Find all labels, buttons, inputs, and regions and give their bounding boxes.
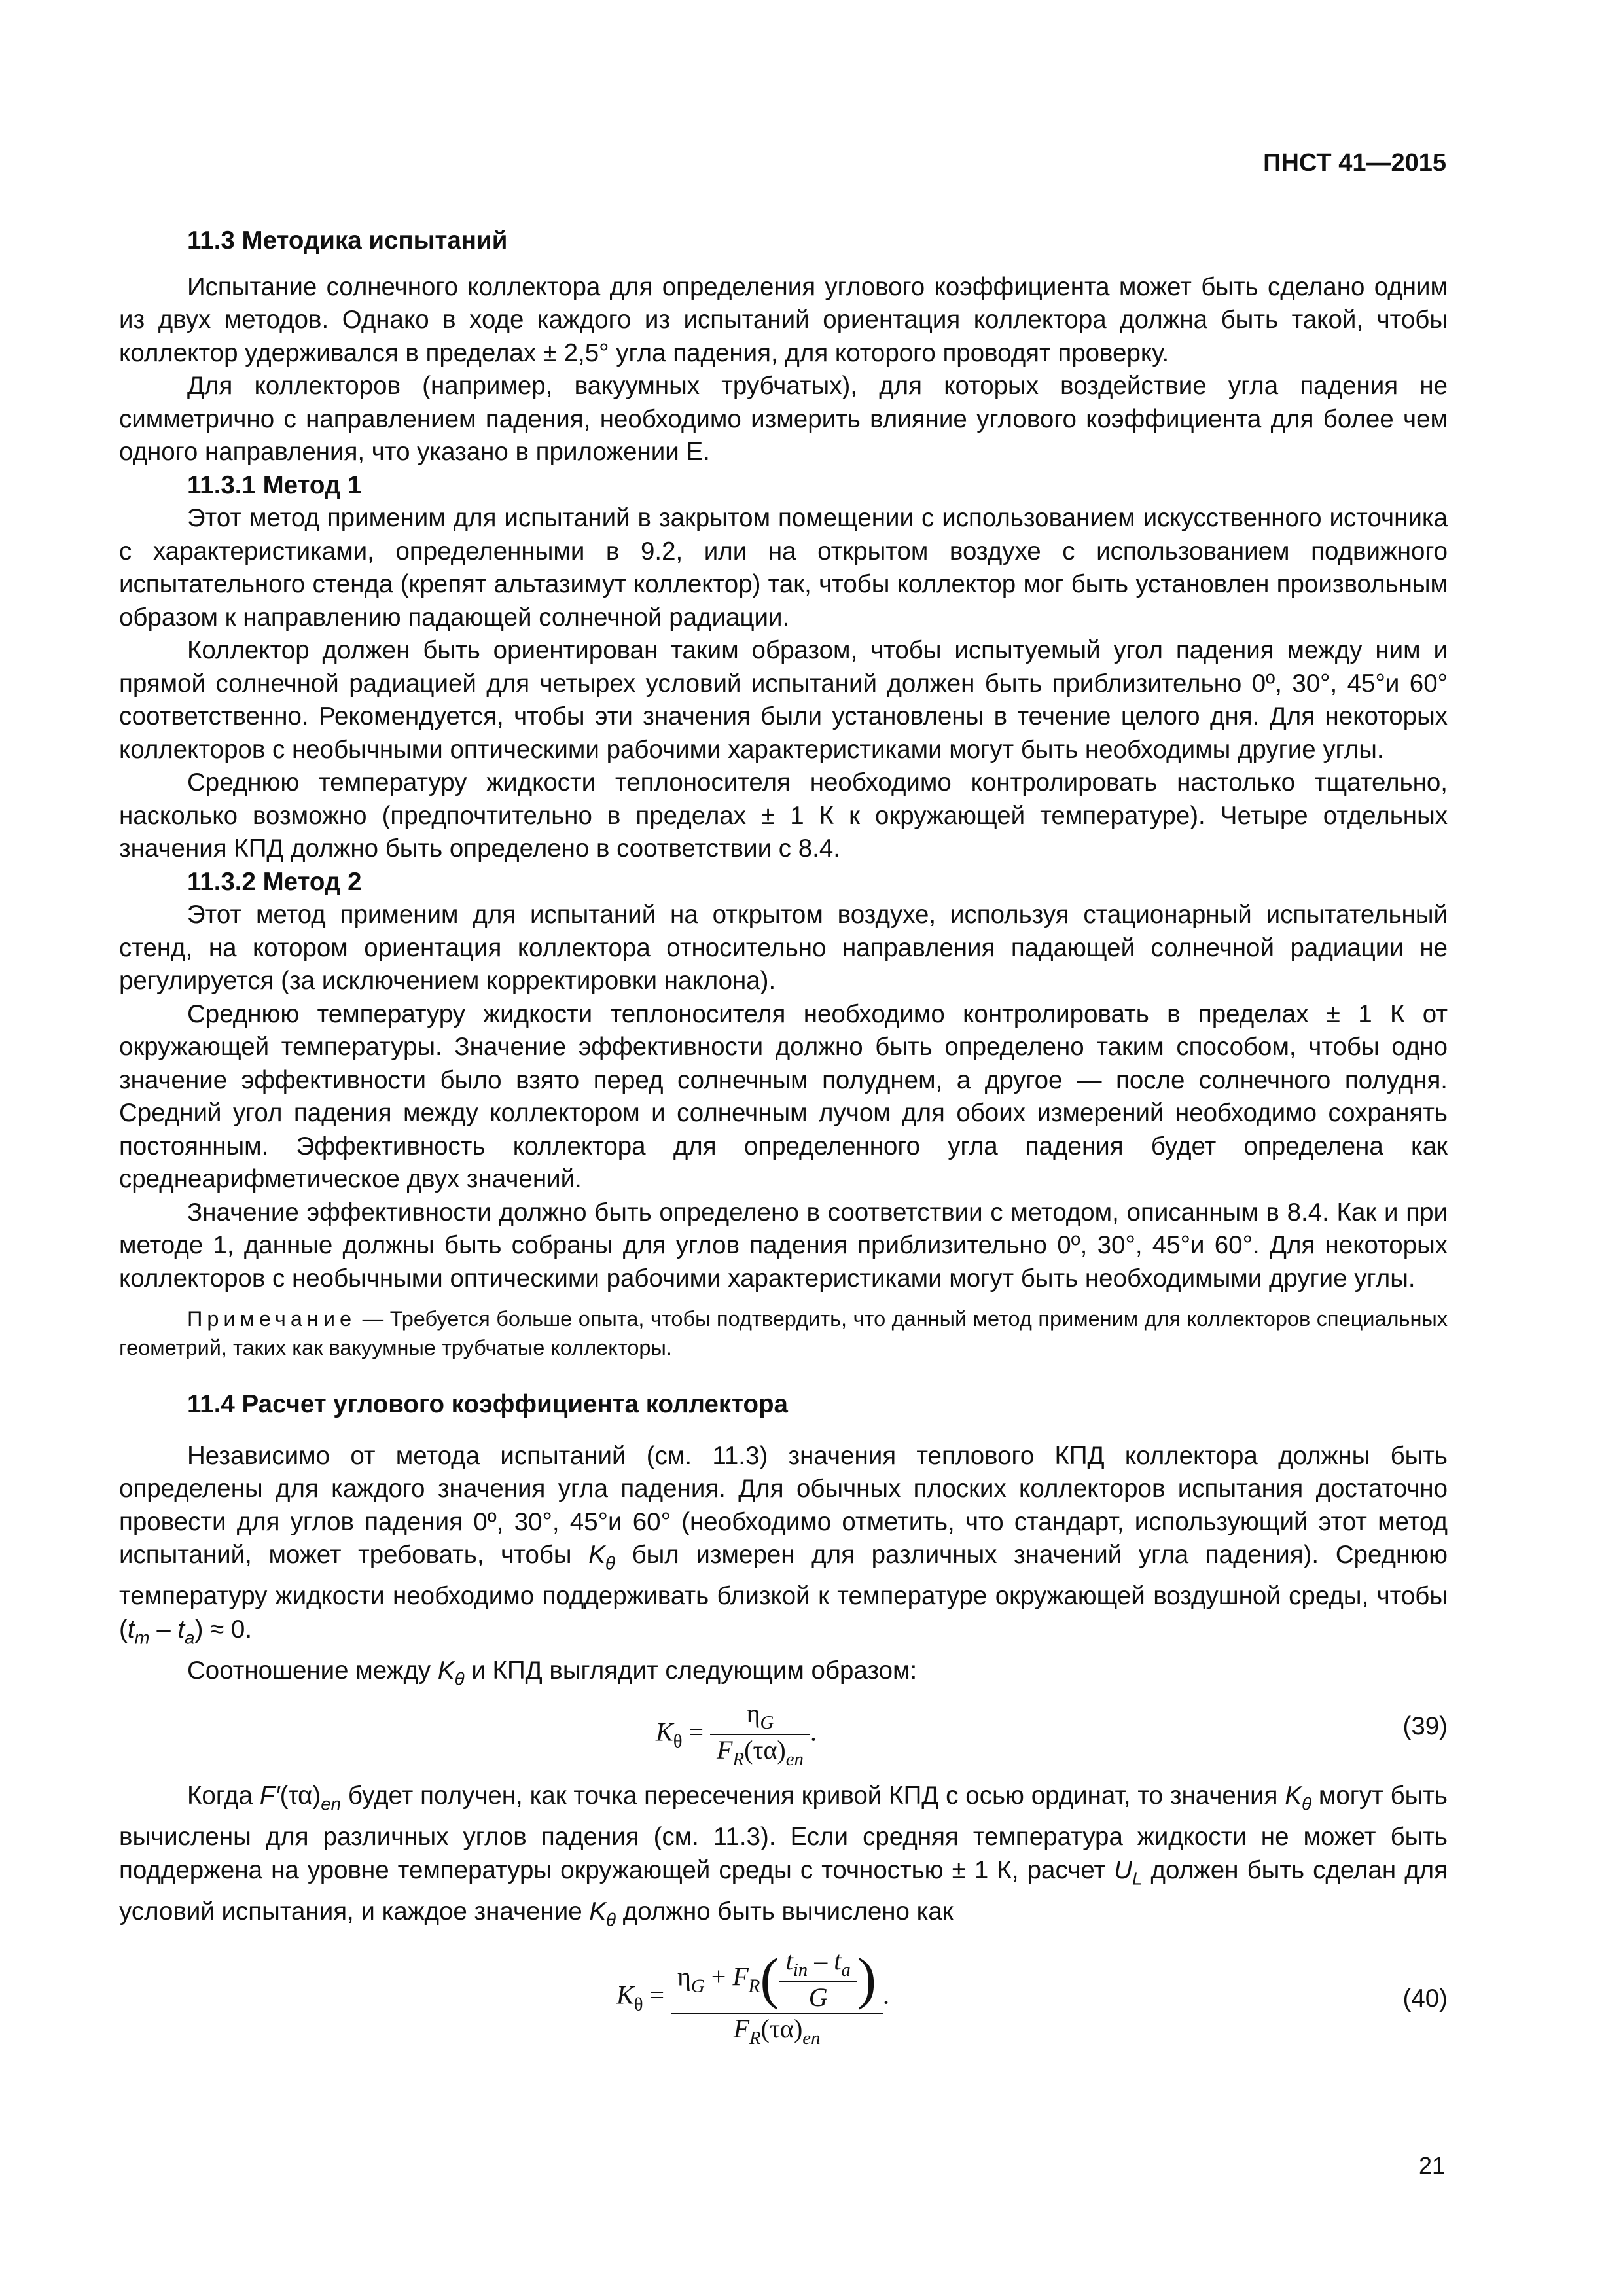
equation-40-number: (40) (1402, 1984, 1448, 2013)
paragraph: Когда $F'(\tau\alpha)_{en}$ будет получен, как точка пересечения кривой КПД с осью ординат, то значения $K_\theta$ могут быть вычислены для различных углов падения (см. 11.3). Если средняя температура жидкости не может быть поддержена на уровне температуры окружающей среды с точностью ± 1 К, расчет $U_L$ должен быть сделан для условий испытания, и каждое значение $K_\theta$ должно быть вычислено как (119, 1782, 1448, 1930)
section-11-4-title: 11.4 Расчет углового коэффициента коллектора (187, 1390, 788, 1418)
paragraph: Этот метод применим для испытаний в закрытом помещении с использованием искусственного источника с характеристиками, определенными в 9.2, или на открытом воздухе с использованием подвижного испытательного стенда (крепят альтазимут коллектор) так, чтобы коллектор мог быть установлен произвольным образом к направлению падающей солнечной радиации. (119, 504, 1448, 632)
equation-40-fraction: $\eta_G + F_R$( $\frac{t_{in} - t_a}{G}$ ) $F_R(\tau\alpha)_{en}$ (671, 1946, 883, 2049)
page-content (119, 224, 1448, 2068)
paragraph: Испытание солнечного коллектора для определения углового коэффициента может быть сделано одним из двух методов. Однако в ходе каждого из испытаний ориентация коллектора должна быть такой, чтобы коллектор удерживался в пределах ± 2,5° угла падения, для которого проводят проверку. (119, 272, 1448, 367)
paragraph: Независимо от метода испытаний (см. 11.3) значения теплового КПД коллектора должны быть определены для каждого значения угла падения. Для обычных плоских коллекторов испытания достаточно провести для углов падения 0º, 30°, 45°и 60° (необходимо отметить, что стандарт, использующий этот метод испытаний, может требовать, чтобы $K_\theta$ был измерен для различных значений угла падения). Среднюю температуру жидкости необходимо поддерживать близкой к температуре окружающей воздушной среды, чтобы $(t_m - t_a) \approx 0$. (119, 1441, 1448, 1648)
section-11-3-2-title: 11.3.2 Метод 2 (187, 867, 362, 896)
paragraph: Среднюю температуру жидкости теплоносителя необходимо контролировать в пределах ± 1 К от окружающей температуры. Значение эффективности должно быть определено таким способом, чтобы одно значение эффективности было взято перед солнечным полуднем, а другое — после солнечного полудня. Средний угол падения между коллектором и солнечным лучом для обоих измерений необходимо сохранять постоянным. Эффективность коллектора для определенного угла падения будет определена как среднеарифметическое двух значений. (119, 999, 1448, 1193)
paragraph: Этот метод применим для испытаний на открытом воздухе, используя стационарный испытательный стенд, на котором ориентация коллектора относительно направления падающей солнечной радиации не регулируется (за исключением корректировки наклона). (119, 901, 1448, 995)
k-theta-symbol: $K_\theta$ (588, 1541, 615, 1573)
t-m-symbol: $t_m$ (127, 1615, 150, 1648)
k-theta-symbol: $K_\theta$ (589, 1897, 616, 1930)
page-number: 21 (1418, 2152, 1445, 2179)
paragraph: Для коллекторов (например, вакуумных трубчатых), для которых воздействие угла падения не симметрично с направлением падения, необходимо измерить влияние углового коэффициента для более чем одного направления, что указано в приложении Е. (119, 372, 1448, 466)
note (119, 1304, 1448, 1362)
document-code: ПНСТ 41—2015 (1263, 149, 1446, 177)
section-11-3-title: 11.3 Методика испытаний (187, 226, 508, 255)
note-text: — Требуется больше опыта, чтобы подтвердить, что данный метод применим для коллекторов специальных геометрий, таких как вакуумные трубчатые коллекторы. (119, 1307, 1448, 1359)
u-l-symbol: $U_L$ (1114, 1856, 1143, 1889)
equation-39-body: $K_\theta$ = $\frac{\eta_G}{F_R(\tau\alpha)_{en}}$ . (656, 1698, 817, 1770)
t-a-symbol: $t_a$ (177, 1615, 195, 1648)
paragraph: Соотношение между $K_\theta$ и КПД выглядит следующим образом: (187, 1656, 918, 1689)
paragraph: Коллектор должен быть ориентирован таким образом, чтобы испытуемый угол падения между ним и прямой солнечной радиацией для четырех условий испытаний должен быть приблизительно 0º, 30°, 45°и 60° соответственно. Рекомендуется, чтобы эти значения были установлены в течение целого дня. Для некоторых коллекторов с необычными оптическими рабочими характеристиками могут быть необходимы другие углы. (119, 636, 1448, 764)
equation-39 (119, 1696, 1448, 1768)
equation-39-number: (39) (1402, 1712, 1448, 1741)
k-theta-symbol: $K_\theta$ (1285, 1782, 1312, 1814)
equation-40-body: $K_\theta$ = $\eta_G + F_R$( $\frac{t_{in} - t_a}{G}$ ) $F_R(\tau\alpha)_{en}$ . (616, 1946, 890, 2049)
k-theta-symbol: $K_\theta$ (437, 1656, 465, 1689)
equation-39-fraction: $\frac{\eta_G}{F_R(\tau\alpha)_{en}}$ (710, 1698, 810, 1770)
f-prime-symbol: F′ (259, 1782, 280, 1810)
note-label: Примечание (187, 1307, 357, 1331)
paragraph: Значение эффективности должно быть определено в соответствии с методом, описанным в 8.4. Как и при методе 1, данные должны быть собраны для углов падения приблизительно 0º, 30°, 45°и 60°. Для некоторых коллекторов с необычными оптическими рабочими характеристиками могут быть необходимыми другие углы. (119, 1198, 1448, 1293)
paragraph: Среднюю температуру жидкости теплоносителя необходимо контролировать настолько тщательно, насколько возможно (предпочтительно в пределах ± 1 К к окружающей температуре). Четыре отдельных значения КПД должно быть определено в соответствии с 8.4. (119, 768, 1448, 863)
equation-40 (119, 1937, 1448, 2068)
section-11-3-1-title: 11.3.1 Метод 1 (187, 471, 362, 499)
equation-40-inner-fraction: $\frac{t_{in} - t_a}{G}$ (779, 1946, 857, 2013)
